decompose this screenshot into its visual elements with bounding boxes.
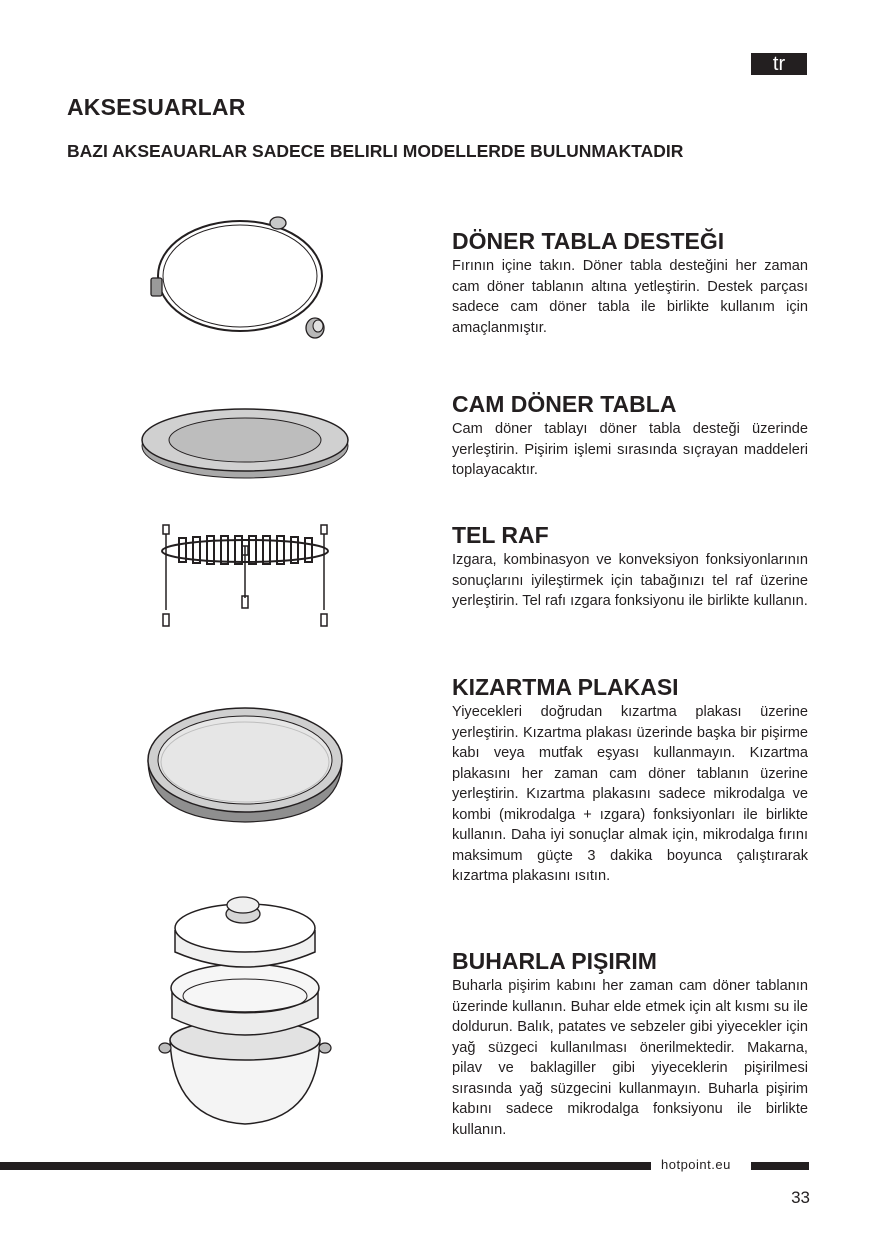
section-title: KIZARTMA PLAKASI <box>452 674 679 700</box>
language-tag: tr <box>751 53 807 75</box>
footer-bar <box>0 1162 651 1170</box>
section-wire-rack <box>452 522 808 612</box>
page-title: AKSESUARLAR <box>67 94 246 120</box>
section-body: Buharla pişirim kabını her zaman cam döner tablanın üzerinde kullanın. Buhar elde etmek için alt kısmı su ile doldurun. Balık, patates ve sebzeler gibi yiyecekler için yağ süzgeci kullanılması önerilmektedir. Makarna, pilav ve baklagiller gibi yiyeceklerin pişirilmesi sırasında yağ süzgecini kullanmayın. Buharla pişirim kabını sadece mikrodalga fonksiyonu ile birlikte kullanın. <box>452 978 808 1138</box>
crisp-plate-illustration <box>140 700 350 830</box>
footer-website: hotpoint.eu <box>661 1157 731 1172</box>
section-title: CAM DÖNER TABLA <box>452 391 677 417</box>
section-body: Izgara, kombinasyon ve konveksiyon fonksiyonlarının sonuçlarını iyileştirmek için tabağınızı tel raf üzerine yerleştirin. Tel rafı ızgara fonksiyonu ile birlikte kullanın. <box>452 552 808 609</box>
section-steamer <box>452 948 808 1140</box>
section-glass-turntable <box>452 391 808 481</box>
section-title: DÖNER TABLA DESTEĞI <box>452 228 725 254</box>
section-crisp-plate <box>452 674 808 887</box>
page-subtitle: BAZI AKSEAUARLAR SADECE BELIRLI MODELLERDE BULUNMAKTADIR <box>67 141 684 161</box>
section-title: TEL RAF <box>452 522 549 548</box>
turntable-support-illustration <box>140 210 340 345</box>
section-title: BUHARLA PIŞIRIM <box>452 948 657 974</box>
wire-rack-illustration <box>150 518 340 633</box>
section-body: Yiyecekleri doğrudan kızartma plakası üzerine yerleştirin. Kızartma plakası üzerinde başka bir pişirme kabı veya mutfak eşyası kullanmayın. Kızartma plakasını her zaman cam döner tablanın üzerine yerleştirin. Kızartma plakasını sadece mikrodalga ve kombi (mikrodalga + ızgara) fonksiyonları ile birlikte kullanın. Daha iyi sonuçlar almak için, mikrodalga fırını maksimum güçte 3 dakika boyunca çalıştırarak kızartma plakasını ısıtın. <box>452 704 808 884</box>
page-number: 33 <box>791 1188 810 1207</box>
section-body: Fırının içine takın. Döner tabla desteğini her zaman cam döner tablanın altına yetleştirin. Destek parçası sadece cam döner tabla ile birlikte kullanım için amaçlanmıştır. <box>452 258 808 336</box>
footer-bar-right <box>751 1162 809 1170</box>
steamer-illustration <box>155 890 335 1135</box>
section-body: Cam döner tablayı döner tabla desteği üzerinde yerleştirin. Pişirim işlemi sırasında sıçrayan maddeleri toplayacaktır. <box>452 421 808 478</box>
glass-turntable-illustration <box>135 400 355 485</box>
section-turntable-support <box>452 228 808 338</box>
